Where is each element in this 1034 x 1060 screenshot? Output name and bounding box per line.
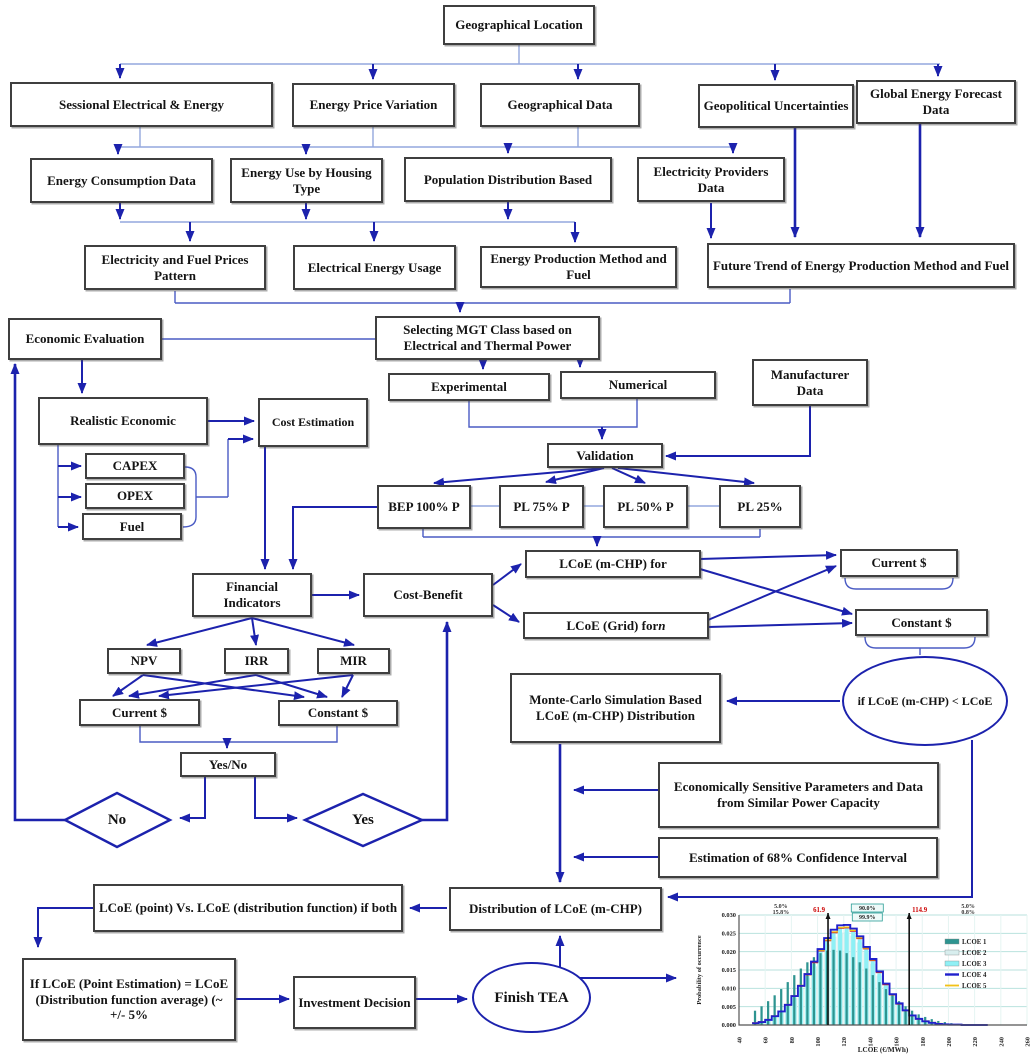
node-manufacturer-data: Manufacturer Data [752, 359, 868, 406]
svg-text:220: 220 [972, 1037, 980, 1047]
node-electricity-fuel-prices: Electricity and Fuel Prices Pattern [84, 245, 266, 290]
node-pl-50: PL 50% P [603, 485, 688, 528]
node-electrical-energy-usage: Electrical Energy Usage [293, 245, 456, 290]
svg-text:99.9%: 99.9% [859, 915, 876, 922]
node-pl-25: PL 25% [719, 485, 801, 528]
node-opex: OPEX [85, 483, 185, 509]
node-confidence-interval: Estimation of 68% Confidence Interval [658, 837, 938, 878]
node-geographical-data: Geographical Data [480, 83, 640, 127]
svg-text:15.8%: 15.8% [772, 910, 790, 916]
node-fuel: Fuel [82, 513, 182, 540]
node-global-energy-forecast: Global Energy Forecast Data [856, 80, 1016, 124]
node-distribution-lcoe: Distribution of LCoE (m-CHP) [449, 887, 662, 931]
node-selecting-mgt-class: Selecting MGT Class based on Electrical and Thermal Power [375, 316, 600, 360]
svg-text:LCOE 2: LCOE 2 [962, 950, 987, 957]
node-numerical: Numerical [560, 371, 716, 399]
svg-text:114.9: 114.9 [912, 907, 928, 914]
svg-text:0.8%: 0.8% [961, 910, 975, 916]
node-npv: NPV [107, 648, 181, 674]
node-sessional-electrical-energy: Sessional Electrical & Energy [10, 82, 273, 127]
svg-text:40: 40 [736, 1037, 744, 1044]
node-electricity-providers: Electricity Providers Data [637, 157, 785, 202]
svg-text:200: 200 [945, 1037, 953, 1047]
svg-text:0.030: 0.030 [721, 912, 736, 920]
node-validation: Validation [547, 443, 663, 468]
svg-text:61.9: 61.9 [813, 907, 826, 914]
svg-text:LCOE (€/MWh): LCOE (€/MWh) [857, 1046, 909, 1054]
node-if-lcoe-ellipse: if LCoE (m-CHP) < LCoE [842, 656, 1008, 746]
node-future-trend-energy: Future Trend of Energy Production Method and Fuel [707, 243, 1015, 288]
node-pl-75: PL 75% P [499, 485, 584, 528]
node-capex: CAPEX [85, 453, 185, 479]
node-current-dollar-right: Current $ [840, 549, 958, 577]
node-lcoe-grid: LCoE (Grid) for n [523, 612, 709, 639]
svg-text:LCOE 1: LCOE 1 [962, 939, 987, 946]
node-cost-benefit: Cost-Benefit [363, 573, 493, 617]
node-current-dollar-left: Current $ [79, 699, 200, 726]
svg-text:240: 240 [998, 1037, 1006, 1047]
node-constant-dollar-left: Constant $ [278, 700, 398, 726]
svg-text:5.0%: 5.0% [961, 904, 975, 910]
svg-text:0.015: 0.015 [721, 967, 736, 975]
node-experimental: Experimental [388, 373, 550, 401]
svg-text:140: 140 [867, 1037, 875, 1047]
svg-text:5.0%: 5.0% [774, 904, 788, 910]
svg-text:0.010: 0.010 [721, 985, 736, 993]
yes-diamond-label: Yes [352, 811, 374, 828]
node-financial-indicators: Financial Indicators [192, 573, 312, 617]
node-constant-dollar-right: Constant $ [855, 609, 988, 636]
node-lcoe-point-vs: LCoE (point) Vs. LCoE (distribution function) if both [93, 884, 403, 932]
svg-text:0.005: 0.005 [721, 1003, 736, 1011]
svg-text:LCOE 5: LCOE 5 [962, 983, 987, 990]
node-if-lcoe-point: If LCoE (Point Estimation) = LCoE (Distribution function average) (~ +/- 5% [22, 958, 236, 1041]
node-bep-100: BEP 100% P [377, 485, 471, 529]
svg-text:LCOE 4: LCOE 4 [962, 972, 987, 979]
svg-text:260: 260 [1024, 1037, 1032, 1047]
svg-text:160: 160 [893, 1037, 901, 1047]
node-finish-tea: Finish TEA [472, 962, 591, 1033]
svg-text:0.025: 0.025 [721, 930, 736, 938]
svg-text:80: 80 [788, 1037, 796, 1044]
node-investment-decision: Investment Decision [293, 976, 416, 1029]
node-population-distribution: Population Distribution Based [404, 157, 612, 202]
node-energy-price-variation: Energy Price Variation [292, 83, 455, 127]
node-realistic-economic: Realistic Economic [38, 397, 208, 445]
node-yes-no: Yes/No [180, 752, 276, 777]
svg-text:120: 120 [841, 1037, 849, 1047]
node-mir: MIR [317, 648, 390, 674]
lcoe-distribution-chart [693, 903, 1034, 1057]
svg-text:LCOE 3: LCOE 3 [962, 961, 987, 968]
histogram-plot [693, 903, 1034, 1057]
svg-text:0.020: 0.020 [721, 948, 736, 956]
node-monte-carlo: Monte-Carlo Simulation Based LCoE (m-CHP) Distribution [510, 673, 721, 743]
svg-text:100: 100 [815, 1037, 823, 1047]
node-lcoe-mchp: LCoE (m-CHP) for [525, 550, 701, 578]
no-diamond-label: No [107, 811, 127, 828]
node-energy-production-method: Energy Production Method and Fuel [480, 246, 677, 288]
node-geopolitical-uncertainties: Geopolitical Uncertainties [698, 84, 854, 128]
node-geographical-location: Geographical Location [443, 5, 595, 45]
node-energy-consumption-data: Energy Consumption Data [30, 158, 213, 203]
node-irr: IRR [224, 648, 289, 674]
lcoe-grid-n: n [658, 617, 666, 633]
node-economic-evaluation: Economic Evaluation [8, 318, 162, 360]
node-energy-use-housing: Energy Use by Housing Type [230, 158, 383, 203]
svg-text:180: 180 [919, 1037, 927, 1047]
svg-text:0.000: 0.000 [721, 1022, 736, 1030]
node-cost-estimation: Cost Estimation [258, 398, 368, 447]
node-economically-sensitive: Economically Sensitive Parameters and Data from Similar Power Capacity [658, 762, 939, 828]
svg-text:60: 60 [762, 1037, 770, 1044]
svg-text:90.0%: 90.0% [859, 906, 876, 913]
svg-text:Probability of occurrence: Probability of occurrence [696, 935, 703, 1005]
